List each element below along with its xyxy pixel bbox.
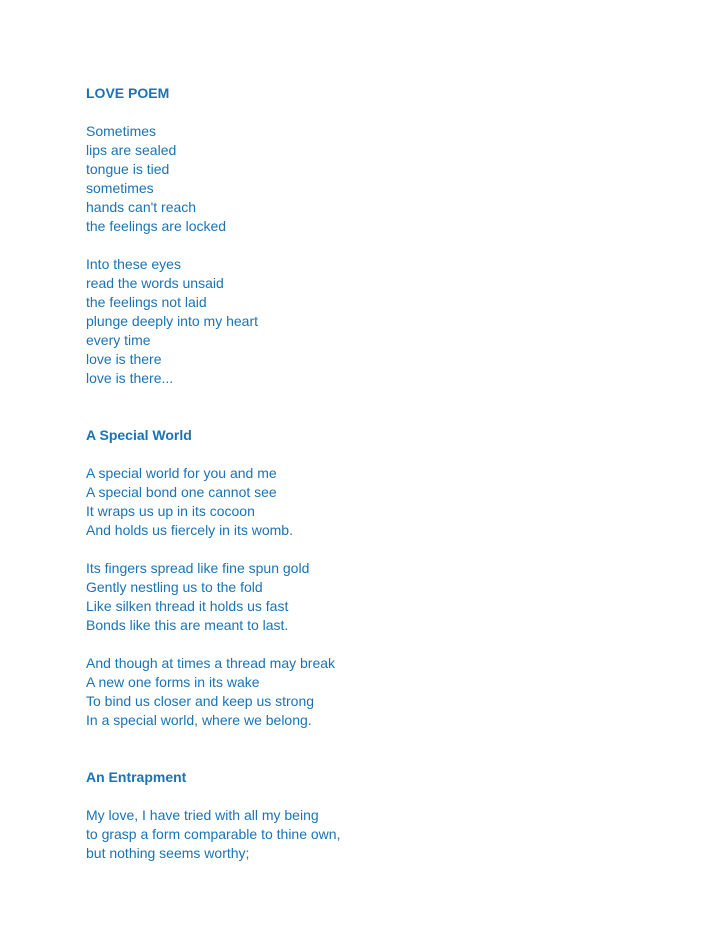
poem-line: And holds us fiercely in its womb. xyxy=(86,522,293,538)
poem-a-special-world xyxy=(86,426,686,730)
poem-line: to grasp a form comparable to thine own, xyxy=(86,826,341,842)
poem-line: Like silken thread it holds us fast xyxy=(86,598,289,614)
poem-line: A special bond one cannot see xyxy=(86,484,277,500)
poem-title: LOVE POEM xyxy=(86,85,170,101)
stanza xyxy=(86,806,686,863)
poem-line: plunge deeply into my heart xyxy=(86,313,258,329)
stanza xyxy=(86,255,686,388)
poem-line: Its fingers spread like fine spun gold xyxy=(86,560,310,576)
poem-line: A new one forms in its wake xyxy=(86,674,260,690)
poem-line: read the words unsaid xyxy=(86,275,224,291)
poem-line: Into these eyes xyxy=(86,256,181,272)
poem-line: sometimes xyxy=(86,180,154,196)
poem-line: Sometimes xyxy=(86,123,157,139)
poem-line: To bind us closer and keep us strong xyxy=(86,693,315,709)
poem-line: Gently nestling us to the fold xyxy=(86,579,263,595)
poem-line: My love, I have tried with all my being xyxy=(86,807,319,823)
stanza xyxy=(86,654,686,730)
poem-line: A special world for you and me xyxy=(86,465,277,481)
poem-line: love is there... xyxy=(86,370,174,386)
document-page xyxy=(86,84,686,863)
poem-line: tongue is tied xyxy=(86,161,170,177)
poem-line: the feelings are locked xyxy=(86,218,227,234)
poem-line: hands can't reach xyxy=(86,199,197,215)
poem-line: the feelings not laid xyxy=(86,294,207,310)
poem-line: Bonds like this are meant to last. xyxy=(86,617,289,633)
poem-line: every time xyxy=(86,332,151,348)
stanza xyxy=(86,559,686,635)
poem-an-entrapment xyxy=(86,768,686,863)
poem-line: lips are sealed xyxy=(86,142,177,158)
poem-title: A Special World xyxy=(86,427,192,443)
poem-line: It wraps us up in its cocoon xyxy=(86,503,255,519)
poem-line: love is there xyxy=(86,351,162,367)
poem-love-poem xyxy=(86,84,686,388)
poem-title: An Entrapment xyxy=(86,769,187,785)
poem-line: but nothing seems worthy; xyxy=(86,845,250,861)
poem-line: And though at times a thread may break xyxy=(86,655,336,671)
stanza xyxy=(86,122,686,236)
poem-line: In a special world, where we belong. xyxy=(86,712,312,728)
stanza xyxy=(86,464,686,540)
